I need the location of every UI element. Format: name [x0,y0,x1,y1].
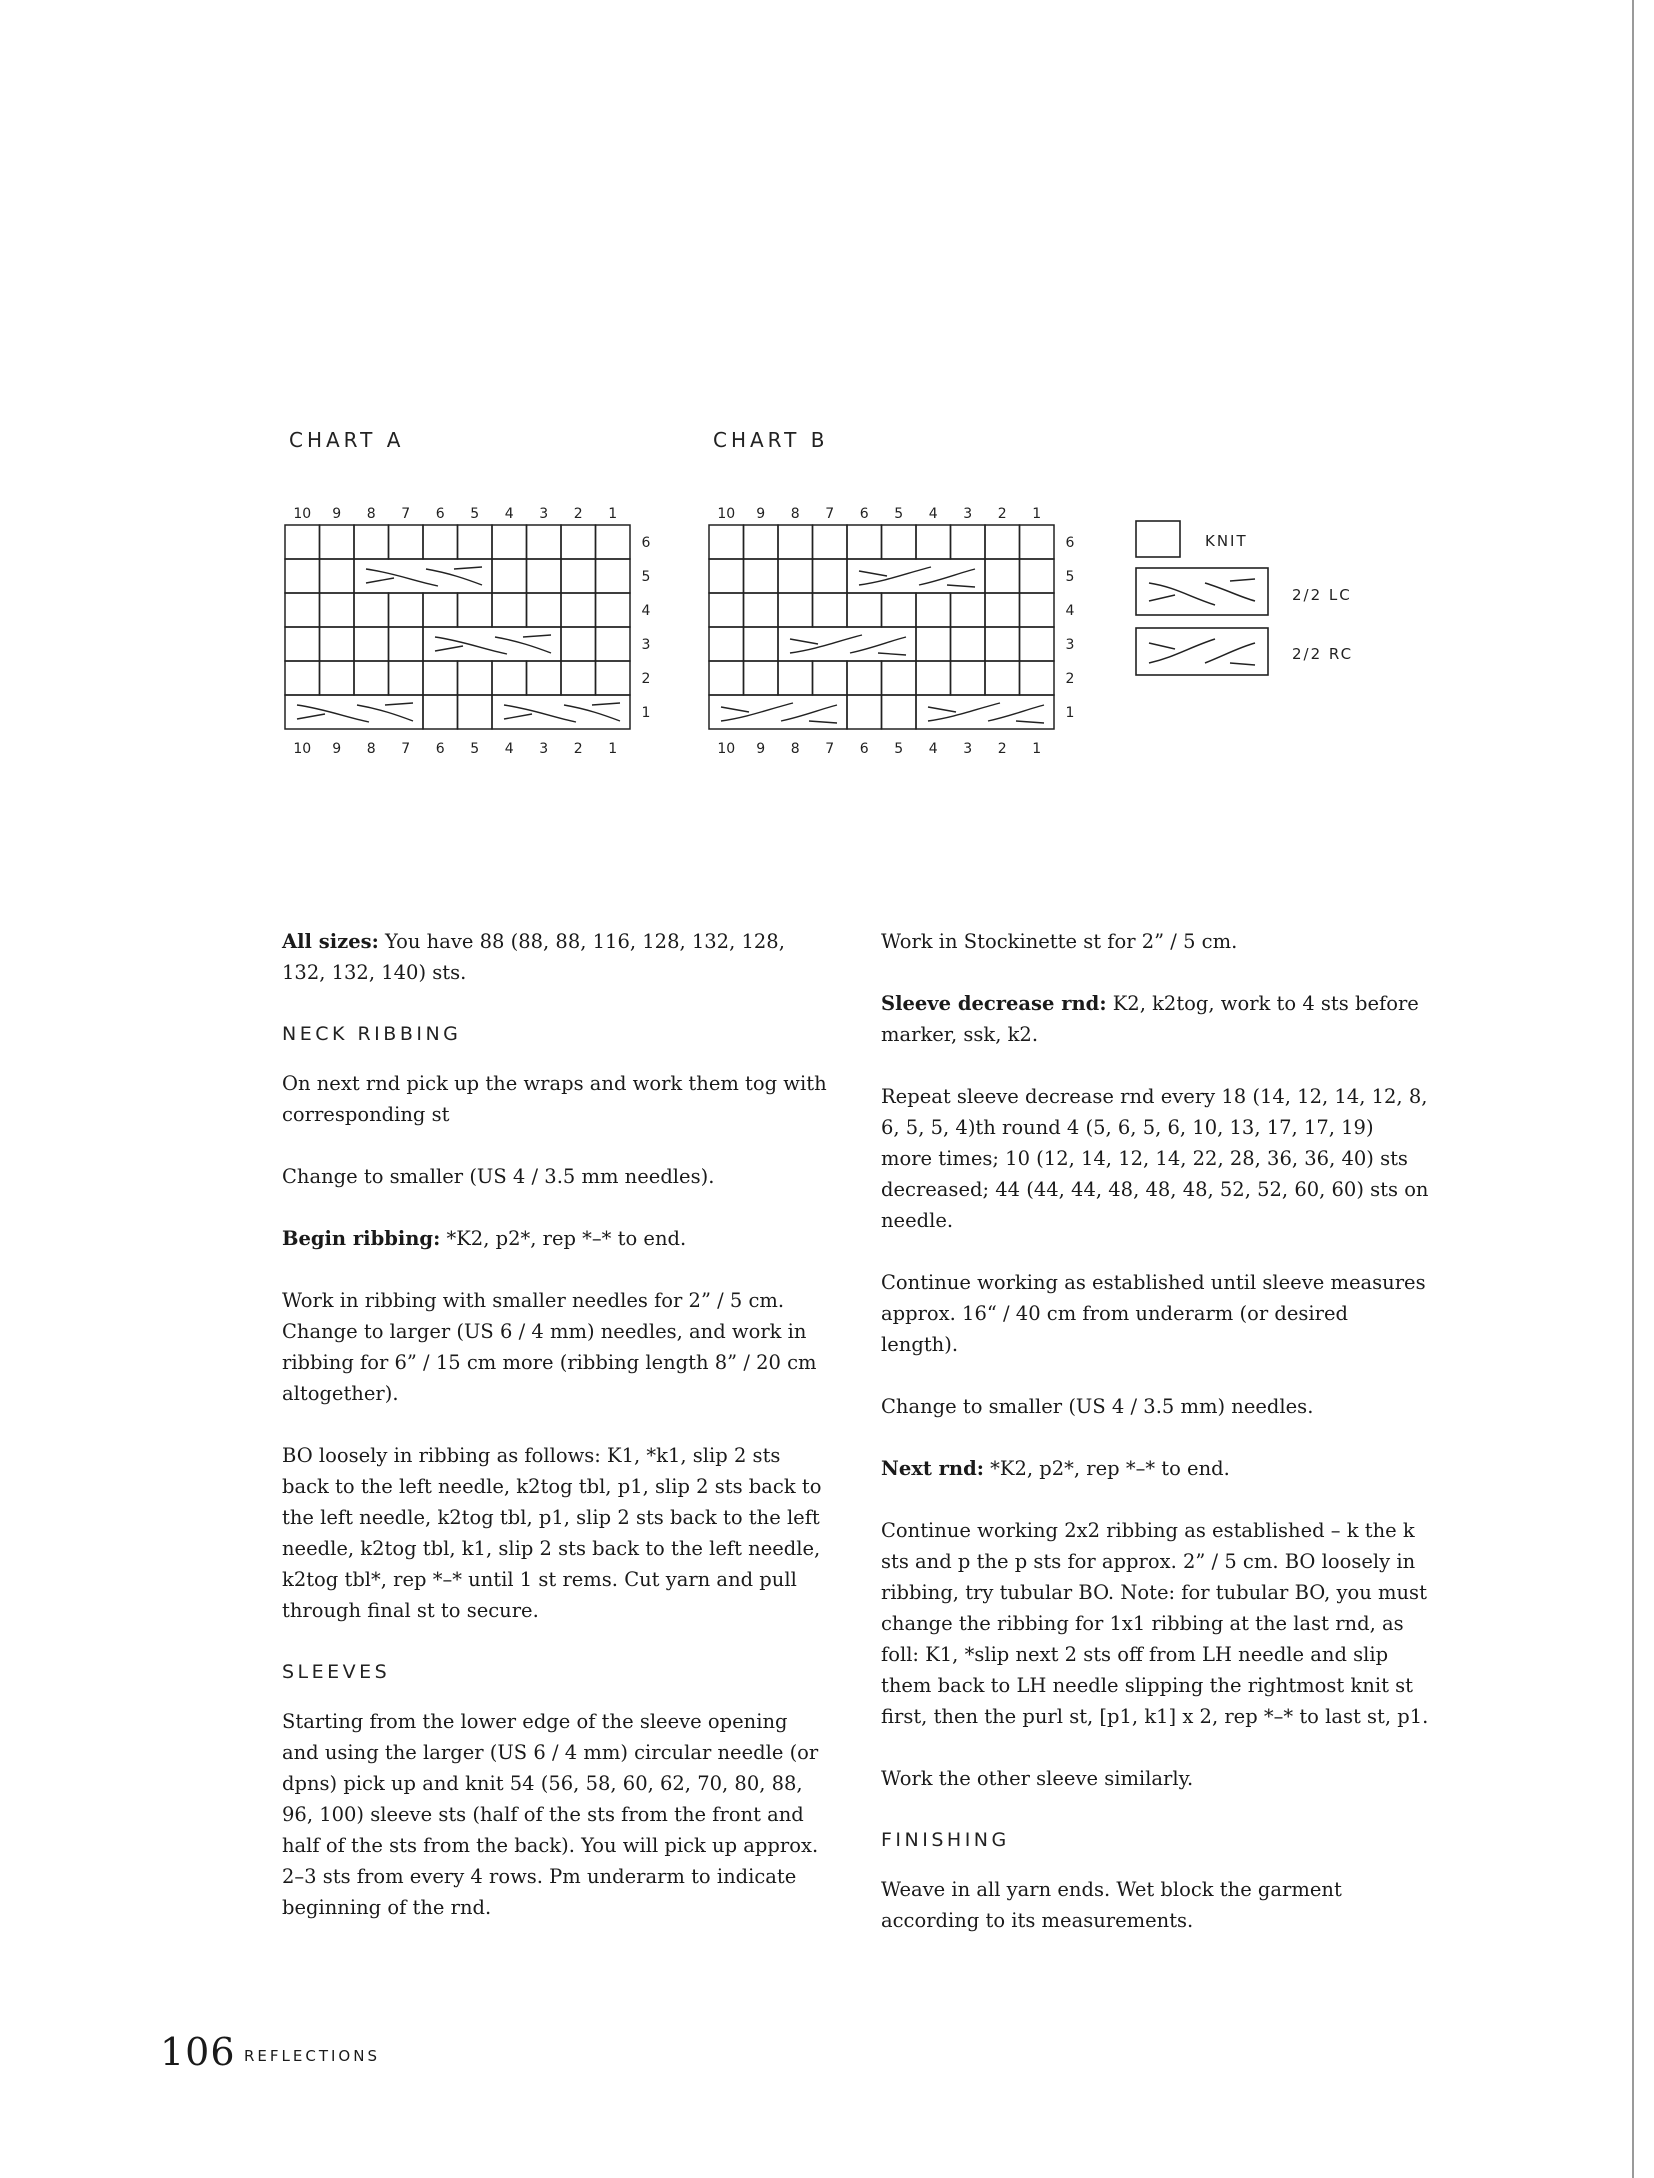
knit-cell [423,525,458,559]
instruction-paragraph [881,1453,1429,1484]
col-label-bottom: 8 [790,741,800,757]
instruction-paragraph [282,1440,830,1626]
knit-cell [951,525,986,559]
knit-cell [744,525,779,559]
knit-cell [596,593,631,627]
knit-cell [389,593,424,627]
knit-cell [778,661,813,695]
knit-cell [285,559,320,593]
row-label: 2 [1065,671,1075,687]
knit-cell [1020,525,1055,559]
page-number: 106 [160,2030,236,2074]
instruction-paragraph [881,1515,1429,1732]
knit-cell [778,559,813,593]
cable-rc-symbol [916,695,1054,729]
knit-cell [1020,661,1055,695]
col-label-top: 2 [997,506,1007,522]
row-label: 6 [641,535,651,551]
instruction-text: Weave in all yarn ends. Wet block the garment according to its measurements. [881,1878,1342,1932]
knit-cell [492,661,527,695]
knit-cell [320,593,355,627]
knit-cell [882,695,917,729]
instruction-paragraph [881,1391,1429,1422]
col-label-top: 1 [608,506,618,522]
knit-cell [744,593,779,627]
row-label: 1 [1065,705,1075,721]
col-label-top: 6 [859,506,869,522]
cable-rc-symbol [709,695,847,729]
knit-cell [561,525,596,559]
knit-cell [285,627,320,661]
knit-cell [527,593,562,627]
knit-cell [916,593,951,627]
col-label-bottom: 2 [997,741,1007,757]
legend-lc-label: 2/2 LC [1292,586,1352,604]
cable-lc-symbol [423,627,561,661]
col-label-top: 9 [332,506,342,522]
knit-cell [709,525,744,559]
knit-cell [285,593,320,627]
knit-cell [320,525,355,559]
knit-cell [354,593,389,627]
chart-b [704,500,1094,765]
knit-cell [320,627,355,661]
row-label: 3 [1065,637,1075,653]
row-label: 4 [1065,603,1075,619]
instruction-text: You have 88 (88, 88, 116, 128, 132, 128, 132, 132, 140) sts. [282,930,785,984]
col-label-bottom: 7 [401,741,411,757]
knit-cell [285,525,320,559]
cable-rc-symbol [778,627,916,661]
row-label: 5 [1065,569,1075,585]
knit-cell [985,661,1020,695]
col-label-bottom: 2 [573,741,583,757]
knit-cell [951,627,986,661]
col-label-bottom: 6 [435,741,445,757]
instruction-text: On next rnd pick up the wraps and work them tog with corresponding st [282,1072,827,1126]
cable-lc-symbol [354,559,492,593]
knit-cell [423,695,458,729]
knit-cell [561,593,596,627]
book-title: REFLECTIONS [244,2047,380,2065]
instruction-lead: Sleeve decrease rnd: [881,992,1107,1015]
instruction-paragraph [881,988,1429,1050]
knit-cell [985,627,1020,661]
cable-lc-symbol [492,695,630,729]
left-text-column [282,926,830,1954]
row-label: 6 [1065,535,1075,551]
row-label: 1 [641,705,651,721]
col-label-top: 3 [963,506,973,522]
knit-cell [1020,627,1055,661]
knit-cell [423,661,458,695]
instruction-paragraph [282,1223,830,1254]
col-label-top: 4 [504,506,514,522]
col-label-top: 7 [401,506,411,522]
instruction-paragraph [881,1081,1429,1236]
col-label-bottom: 9 [332,741,342,757]
knit-cell [1020,593,1055,627]
row-label: 3 [641,637,651,653]
knit-cell [354,661,389,695]
knit-cell [561,559,596,593]
knit-cell [561,627,596,661]
page-edge-line [1632,0,1634,2178]
knit-cell [985,559,1020,593]
knit-cell [492,559,527,593]
knit-cell [813,559,848,593]
knit-cell [916,525,951,559]
col-label-bottom: 5 [894,741,904,757]
instruction-text: Starting from the lower edge of the sleeve opening and using the larger (US 6 / 4 mm) circular needle (or dpns) pick up and knit 54 (56, 58, 60, 62, 70, 80, 88, 96, 100) sleeve sts (half of the sts from the front and half of the sts from the back). You will pick up approx. 2–3 sts from every 4 rows. Pm underarm to indicate beginning of the rnd. [282,1710,819,1919]
knit-cell [458,525,493,559]
knit-cell [458,695,493,729]
instruction-paragraph [282,1706,830,1923]
instruction-paragraph [282,926,830,988]
instruction-text: Continue working as established until sleeve measures approx. 16“ / 40 cm from underarm (or desired length). [881,1271,1426,1356]
col-label-bottom: 9 [756,741,766,757]
section-heading: FINISHING [881,1829,1010,1851]
knit-cell [320,559,355,593]
col-label-bottom: 7 [825,741,835,757]
row-label: 5 [641,569,651,585]
knit-cell [916,661,951,695]
col-label-bottom: 5 [470,741,480,757]
legend-lc-symbol [1135,567,1269,617]
knit-cell [985,525,1020,559]
knit-cell [354,627,389,661]
col-label-bottom: 4 [504,741,514,757]
knit-cell [596,627,631,661]
instruction-lead: Next rnd: [881,1457,984,1480]
knit-cell [709,661,744,695]
col-label-top: 9 [756,506,766,522]
col-label-bottom: 3 [963,741,973,757]
knit-cell [709,559,744,593]
col-label-bottom: 10 [717,741,736,757]
instruction-text: *K2, p2*, rep *–* to end. [983,1457,1230,1480]
knit-cell [744,559,779,593]
knit-cell [561,661,596,695]
instruction-text: Work in ribbing with smaller needles for 2” / 5 cm. Change to larger (US 6 / 4 mm) needles, and work in ribbing for 6” / 15 cm more (ribbing length 8” / 20 cm altogether). [282,1289,817,1405]
col-label-top: 3 [539,506,549,522]
knit-cell [951,661,986,695]
knit-cell [389,525,424,559]
knit-cell [423,593,458,627]
instruction-text: Continue working 2x2 ribbing as established – k the k sts and p the p sts for approx. 2” / 5 cm. BO loosely in ribbing, try tubular BO. Note: for tubular BO, you must change the ribbing for 1x1 ribbing at the last rnd, as foll: K1, *slip next 2 sts off from LH needle and slip them back to LH needle slipping the rightmost knit st first, then the purl st, [p1, k1] x 2, rep *–* to last st, p1. [881,1519,1429,1728]
knit-cell [882,593,917,627]
knit-cell [882,661,917,695]
knit-cell [813,661,848,695]
col-label-bottom: 1 [608,741,618,757]
knit-cell [389,661,424,695]
knit-cell [709,627,744,661]
col-label-top: 6 [435,506,445,522]
col-label-bottom: 4 [928,741,938,757]
knit-cell [778,525,813,559]
knit-cell [389,627,424,661]
cable-rc-symbol [847,559,985,593]
knit-cell [527,661,562,695]
col-label-bottom: 10 [293,741,312,757]
chart-a [280,500,670,765]
instruction-text: Work the other sleeve similarly. [881,1767,1194,1790]
section-heading: NECK RIBBING [282,1023,462,1045]
instruction-text: BO loosely in ribbing as follows: K1, *k1, slip 2 sts back to the left needle, k2tog tbl, p1, slip 2 sts back to the left needle, k2tog tbl, p1, slip 2 sts back to the left needle, k2tog tbl, k1, slip 2 sts back to the left needle, k2tog tbl*, rep *–* until 1 st rems. Cut yarn and pull through final st to secure. [282,1444,822,1622]
knit-cell [320,661,355,695]
knit-cell [813,593,848,627]
instruction-paragraph [881,1874,1429,1936]
col-label-bottom: 1 [1032,741,1042,757]
knit-cell [596,559,631,593]
knit-cell [778,593,813,627]
col-label-top: 10 [717,506,736,522]
instruction-text: Work in Stockinette st for 2” / 5 cm. [881,930,1238,953]
instruction-paragraph [881,926,1429,957]
instruction-text: Change to smaller (US 4 / 3.5 mm needles). [282,1165,715,1188]
col-label-top: 1 [1032,506,1042,522]
knit-cell [951,593,986,627]
col-label-top: 2 [573,506,583,522]
legend-rc-label: 2/2 RC [1292,645,1354,663]
right-text-column [881,926,1429,1967]
knit-cell [847,661,882,695]
legend-rc-symbol [1135,627,1269,677]
knit-cell [354,525,389,559]
legend-knit-symbol [1135,520,1181,558]
chart-b-title: CHART B [713,428,829,452]
row-label: 2 [641,671,651,687]
knit-cell [492,593,527,627]
instruction-lead: All sizes: [282,930,379,953]
col-label-top: 8 [366,506,376,522]
col-label-top: 7 [825,506,835,522]
knit-cell [882,525,917,559]
instruction-text: Repeat sleeve decrease rnd every 18 (14, 12, 14, 12, 8, 6, 5, 5, 4)th round 4 (5, 6, 5, 6, 10, 13, 17, 17, 19) more times; 10 (12, 14, 12, 14, 22, 28, 36, 36, 40) sts decreased; 44 (44, 44, 48, 48, 48, 52, 52, 60, 60) sts on needle. [881,1085,1429,1232]
knit-cell [744,627,779,661]
knit-cell [709,593,744,627]
knit-cell [527,525,562,559]
instruction-paragraph [282,1161,830,1192]
section-heading: SLEEVES [282,1661,391,1683]
knit-cell [847,695,882,729]
instruction-paragraph [881,1763,1429,1794]
chart-a-title: CHART A [289,428,405,452]
knit-cell [1020,559,1055,593]
knit-cell [985,593,1020,627]
knit-cell [596,525,631,559]
col-label-top: 8 [790,506,800,522]
col-label-bottom: 3 [539,741,549,757]
knit-cell [813,525,848,559]
knit-cell [492,525,527,559]
col-label-top: 10 [293,506,312,522]
knit-cell [847,593,882,627]
instruction-paragraph [282,1068,830,1130]
knit-cell [527,559,562,593]
knit-cell [458,661,493,695]
knit-cell [847,525,882,559]
knit-cell [458,593,493,627]
col-label-top: 4 [928,506,938,522]
col-label-bottom: 6 [859,741,869,757]
row-label: 4 [641,603,651,619]
instruction-paragraph [282,1285,830,1409]
instruction-paragraph [881,1267,1429,1360]
cable-lc-symbol [285,695,423,729]
col-label-bottom: 8 [366,741,376,757]
instruction-text: *K2, p2*, rep *–* to end. [440,1227,687,1250]
knit-cell [285,661,320,695]
instruction-text: Change to smaller (US 4 / 3.5 mm) needles. [881,1395,1314,1418]
instruction-text: K2, k2tog, work to 4 sts before marker, ssk, k2. [881,992,1419,1046]
col-label-top: 5 [894,506,904,522]
knit-cell [916,627,951,661]
instruction-lead: Begin ribbing: [282,1227,441,1250]
knit-cell [596,661,631,695]
legend-knit-label: KNIT [1205,532,1248,550]
col-label-top: 5 [470,506,480,522]
knit-cell [744,661,779,695]
